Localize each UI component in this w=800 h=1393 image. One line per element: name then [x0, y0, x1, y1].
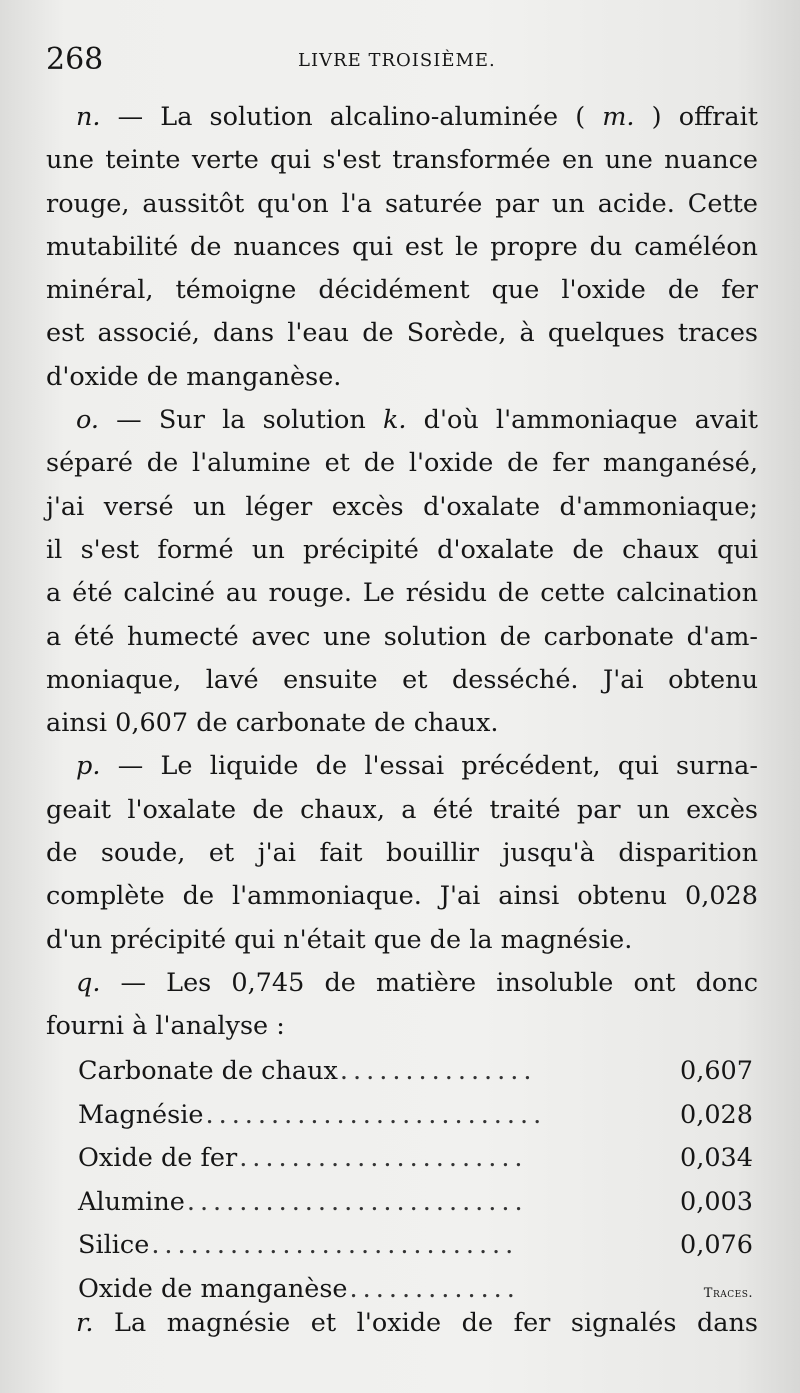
leader-dots: ..........................: [205, 1099, 547, 1130]
analysis-entry: Carbonate de chaux ............... 0,607: [78, 1050, 753, 1094]
paragraph-p-line-1: p. — Le liquide de l'essai précédent, qui surna-: [76, 751, 758, 782]
page-header: [46, 42, 766, 82]
leader-dots: ...............: [339, 1056, 537, 1086]
leader-dots: .............: [349, 1273, 520, 1304]
leader-dots: ......................: [239, 1143, 528, 1173]
analysis-entry: Silice ............................ 0,076: [78, 1224, 753, 1268]
paragraph-n-line-1: n. — La solution alcalino-aluminée ( m. ) offrait: [76, 102, 758, 132]
cross-reference: k.: [382, 405, 407, 436]
text-line: est associé, dans l'eau de Sorède, à quelques traces: [46, 318, 758, 349]
paragraph-label: r.: [76, 1308, 94, 1338]
text-line: séparé de l'alumine et de l'oxide de fer manganésé,: [46, 448, 758, 479]
text-line: j'ai versé un léger excès d'oxalate d'ammoniaque;: [46, 491, 758, 522]
text-line: une teinte verte qui s'est transformée en une nuance: [46, 145, 758, 176]
text-line: ainsi 0,607 de carbonate de chaux.: [46, 708, 499, 739]
analysis-entry: Oxide de fer ...................... 0,034: [78, 1137, 753, 1181]
text-line: fourni à l'analyse :: [46, 1011, 285, 1042]
analysis-entry: Magnésie .......................... 0,028: [78, 1094, 753, 1138]
analysis-entry: Alumine .......................... 0,003: [78, 1181, 753, 1225]
entry-value: 0,607: [679, 1056, 753, 1086]
text-line: a été calciné au rouge. Le résidu de cette calcination: [46, 578, 758, 609]
body-text: [46, 96, 758, 1049]
leader-dots: ............................: [151, 1230, 519, 1260]
text-line: complète de l'ammoniaque. J'ai ainsi obtenu 0,028: [46, 881, 758, 912]
leader-dots: ..........................: [186, 1186, 528, 1217]
text-line: rouge, aussitôt qu'on l'a saturée par un acide. Cette: [46, 188, 758, 219]
analysis-entry: Oxide de manganèse ............. Traces.: [78, 1268, 753, 1312]
entry-value: Traces.: [703, 1285, 753, 1301]
paragraph-r-line-1: r. La magnésie et l'oxide de fer signalés dans: [76, 1308, 758, 1338]
page-number: 268: [46, 42, 104, 77]
text-line: d'un précipité qui n'était que de la magnésie.: [46, 924, 633, 955]
entry-value: 0,076: [679, 1230, 753, 1260]
text-line: il s'est formé un précipité d'oxalate de chaux qui: [46, 534, 758, 565]
text-line: a été humecté avec une solution de carbonate d'am-: [46, 621, 758, 652]
paragraph-label: n.: [76, 102, 101, 132]
entry-value: 0,034: [679, 1143, 753, 1173]
paragraph-label: q.: [76, 967, 101, 998]
cross-reference: m.: [602, 102, 635, 132]
running-head: LIVRE TROISIÈME.: [298, 50, 496, 71]
text-line: mutabilité de nuances qui est le propre du caméléon: [46, 231, 758, 262]
text-line: d'oxide de manganèse.: [46, 361, 342, 392]
paragraph-label: o.: [76, 405, 100, 436]
text-line: moniaque, lavé ensuite et desséché. J'ai obtenu: [46, 664, 758, 695]
entry-value: 0,028: [679, 1099, 753, 1130]
entry-value: 0,003: [679, 1186, 753, 1217]
text-line: de soude, et j'ai fait bouillir jusqu'à disparition: [46, 838, 758, 869]
paragraph-r: [46, 1302, 758, 1345]
paragraph-q-line-1: q. — Les 0,745 de matière insoluble ont donc: [76, 967, 758, 998]
paragraph-o-line-1: o. — Sur la solution k. d'où l'ammoniaque avait: [76, 405, 758, 436]
analysis-list: [78, 1050, 753, 1311]
text-line: geait l'oxalate de chaux, a été traité par un excès: [46, 794, 758, 825]
text-line: minéral, témoigne décidément que l'oxide de fer: [46, 275, 758, 306]
paragraph-label: p.: [76, 751, 101, 782]
